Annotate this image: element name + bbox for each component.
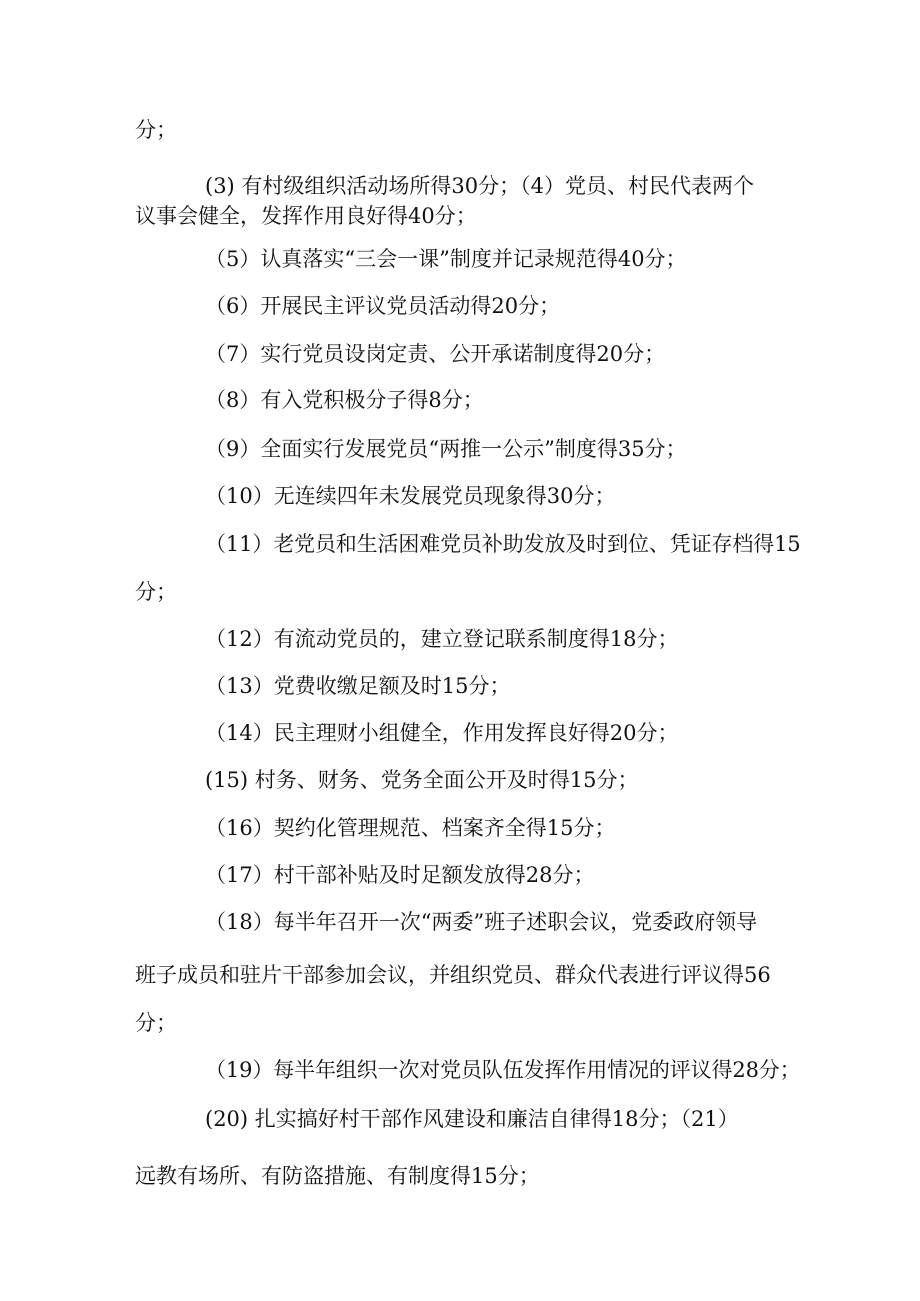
text-line: (3) 有村级组织活动场所得30分；（4）党员、村民代表两个 [205,174,755,198]
text-line: 班子成员和驻片干部参加会议，并组织党员、群众代表进行评议得56 [135,963,771,987]
text-line: 分； [135,1011,177,1035]
text-line: （12）有流动党员的，建立登记联系制度得18分； [205,627,679,651]
text-line: （17）村干部补贴及时足额发放得28分； [205,863,595,887]
text-line: （7）实行党员设岗定责、公开承诺制度得20分； [205,342,666,366]
text-line: （18）每半年召开一次“两委”班子述职会议，党委政府领导 [205,910,758,934]
text-line: （10）无连续四年未发展党员现象得30分； [205,484,616,508]
text-line: （19）每半年组织一次对党员队伍发挥作用情况的评议得28分； [205,1058,801,1082]
text-line: （13）党费收缴足额及时15分； [205,674,511,698]
text-line: 分； [135,580,177,604]
text-line: （8）有入党积极分子得8分； [205,388,484,412]
text-line: 远教有场所、有防盗措施、有制度得15分； [135,1164,540,1188]
text-line: (20) 扎实搞好村干部作风建设和廉洁自律得18分；（21） [205,1107,739,1131]
text-line: (15) 村务、财务、党务全面公开及时得15分； [205,768,639,792]
text-line: （14）民主理财小组健全，作用发挥良好得20分； [205,721,679,745]
text-line: （16）契约化管理规范、档案齐全得15分； [205,816,616,840]
text-line: （9）全面实行发展党员“两推一公示”制度得35分； [205,437,687,461]
text-line: 分； [135,118,177,142]
text-line: （11）老党员和生活困难党员补助发放及时到位、凭证存档得15 [205,532,801,556]
text-line: 议事会健全，发挥作用良好得40分； [135,204,477,228]
text-line: （5）认真落实“三会一课”制度并记录规范得40分； [205,247,687,271]
text-line: （6）开展民主评议党员活动得20分； [205,294,561,318]
